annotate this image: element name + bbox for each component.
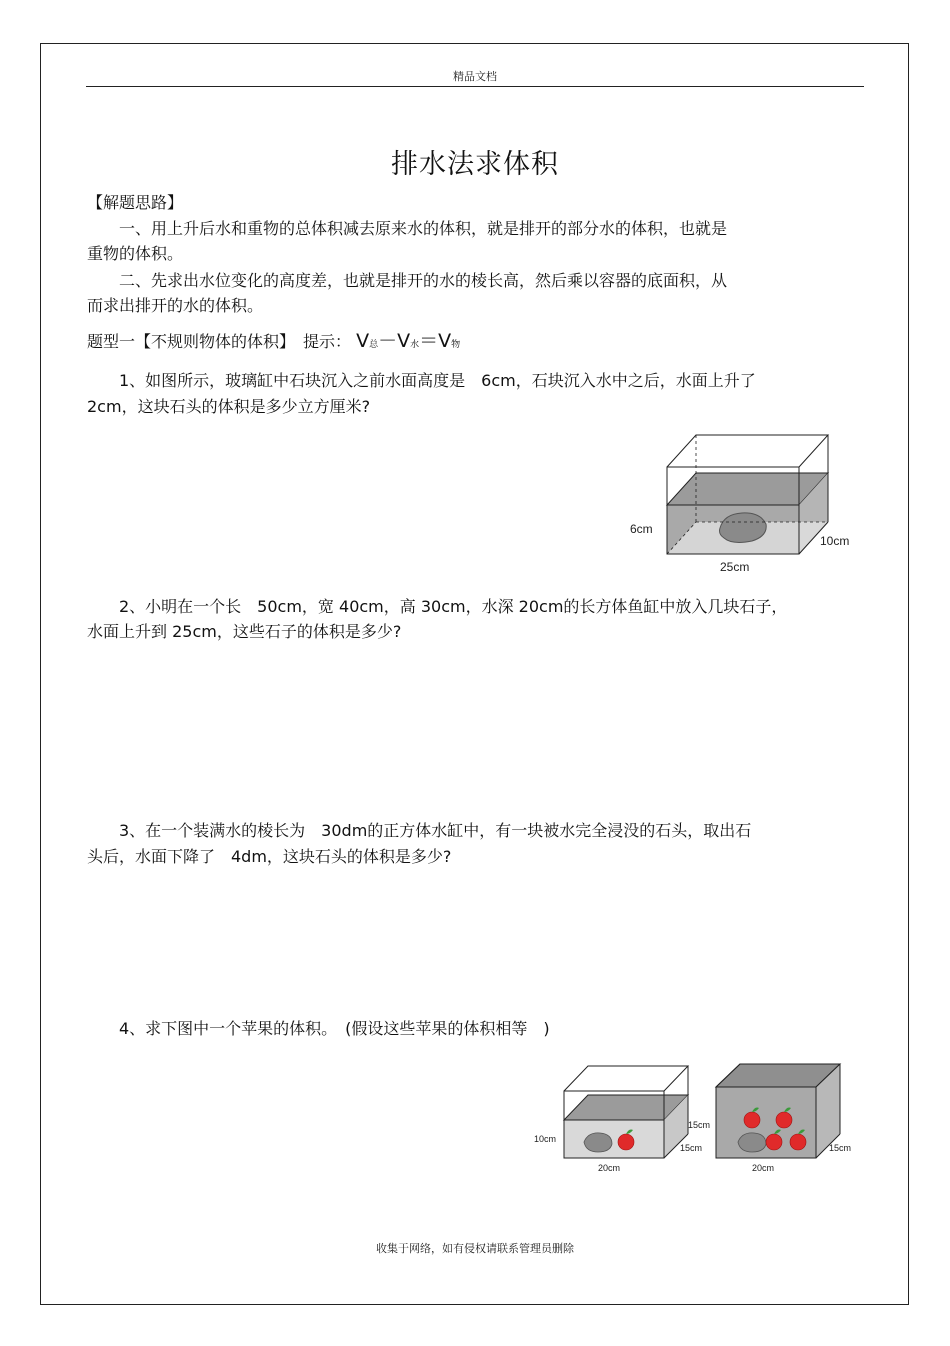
q4-figure-right: [712, 1062, 872, 1182]
formula-minus: －: [378, 330, 398, 352]
label-depth-15cm: 15cm: [829, 1143, 852, 1153]
apple-4: [790, 1134, 806, 1150]
rock: [738, 1133, 766, 1152]
label-length-20cm: 20cm: [598, 1163, 621, 1173]
type1-line: [87, 329, 827, 358]
type1-label: 题型一【不规则物体的体积】 提示：: [87, 332, 352, 351]
label-height-6cm: 6cm: [630, 522, 653, 536]
label-height-10cm: 10cm: [534, 1134, 557, 1144]
rock: [584, 1133, 612, 1152]
method-line-1a: 一、用上升后水和重物的总体积减去原来水的体积，就是排开的部分水的体积，也就是: [87, 219, 728, 238]
q1-line-2: 2cm，这块石头的体积是多少立方厘米?: [87, 397, 371, 416]
method-heading: 【解题思路】: [87, 193, 184, 212]
formula-sub-total: 总: [369, 340, 379, 350]
q2-line-2: 水面上升到 25cm，这些石子的体积是多少?: [87, 622, 402, 641]
formula-v-water: V: [397, 330, 411, 352]
formula-equals: ＝: [419, 330, 439, 352]
page-title: 排水法求体积: [391, 149, 559, 180]
apple: [618, 1134, 634, 1150]
formula-sub-object: 物: [451, 340, 461, 350]
tank-top-back: [667, 435, 828, 467]
q4-figure-left: [532, 1062, 716, 1182]
q1-figure: [620, 428, 860, 578]
method-line-2a: 二、先求出水位变化的高度差，也就是排开的水的棱长高，然后乘以容器的底面积，从: [87, 271, 728, 290]
formula-sub-water: 水: [410, 340, 420, 350]
page-footer: 收集于网络，如有侵权请联系管理员删除: [376, 1242, 574, 1255]
water-front: [564, 1120, 664, 1158]
formula-v-object: V: [438, 330, 452, 352]
label-length-25cm: 25cm: [720, 560, 750, 574]
formula-v-total: V: [356, 330, 370, 352]
label-length-20cm: 20cm: [752, 1163, 775, 1173]
q2-line-1: 2、小明在一个长 50cm，宽 40cm，高 30cm，水深 20cm的长方体鱼缸中放入几块石子，: [87, 597, 788, 616]
rock: [720, 513, 767, 543]
label-depth-15cm: 15cm: [680, 1143, 703, 1153]
apple-1: [744, 1112, 760, 1128]
method-line-2b: 而求出排开的水的体积。: [87, 296, 264, 315]
q3-line-1: 3、在一个装满水的棱长为 30dm的正方体水缸中，有一块被水完全浸没的石头，取出石: [87, 821, 752, 840]
label-side-15cm: 15cm: [688, 1120, 711, 1130]
tank-top-back: [564, 1066, 688, 1091]
method-line-1b: 重物的体积。: [87, 244, 184, 263]
label-width-10cm: 10cm: [820, 534, 850, 548]
q3-line-2: 头后，水面下降了 4dm，这块石头的体积是多少?: [87, 847, 452, 866]
apple-2: [776, 1112, 792, 1128]
q1-line-1: 1、如图所示，玻璃缸中石块沉入之前水面高度是 6cm，石块沉入水中之后，水面上升了: [87, 371, 756, 390]
header-divider: [86, 86, 864, 87]
apple-3: [766, 1134, 782, 1150]
page-header: 精品文档: [453, 70, 497, 83]
q4-line-1: 4、求下图中一个苹果的体积。 (假设这些苹果的体积相等 ): [87, 1019, 550, 1038]
